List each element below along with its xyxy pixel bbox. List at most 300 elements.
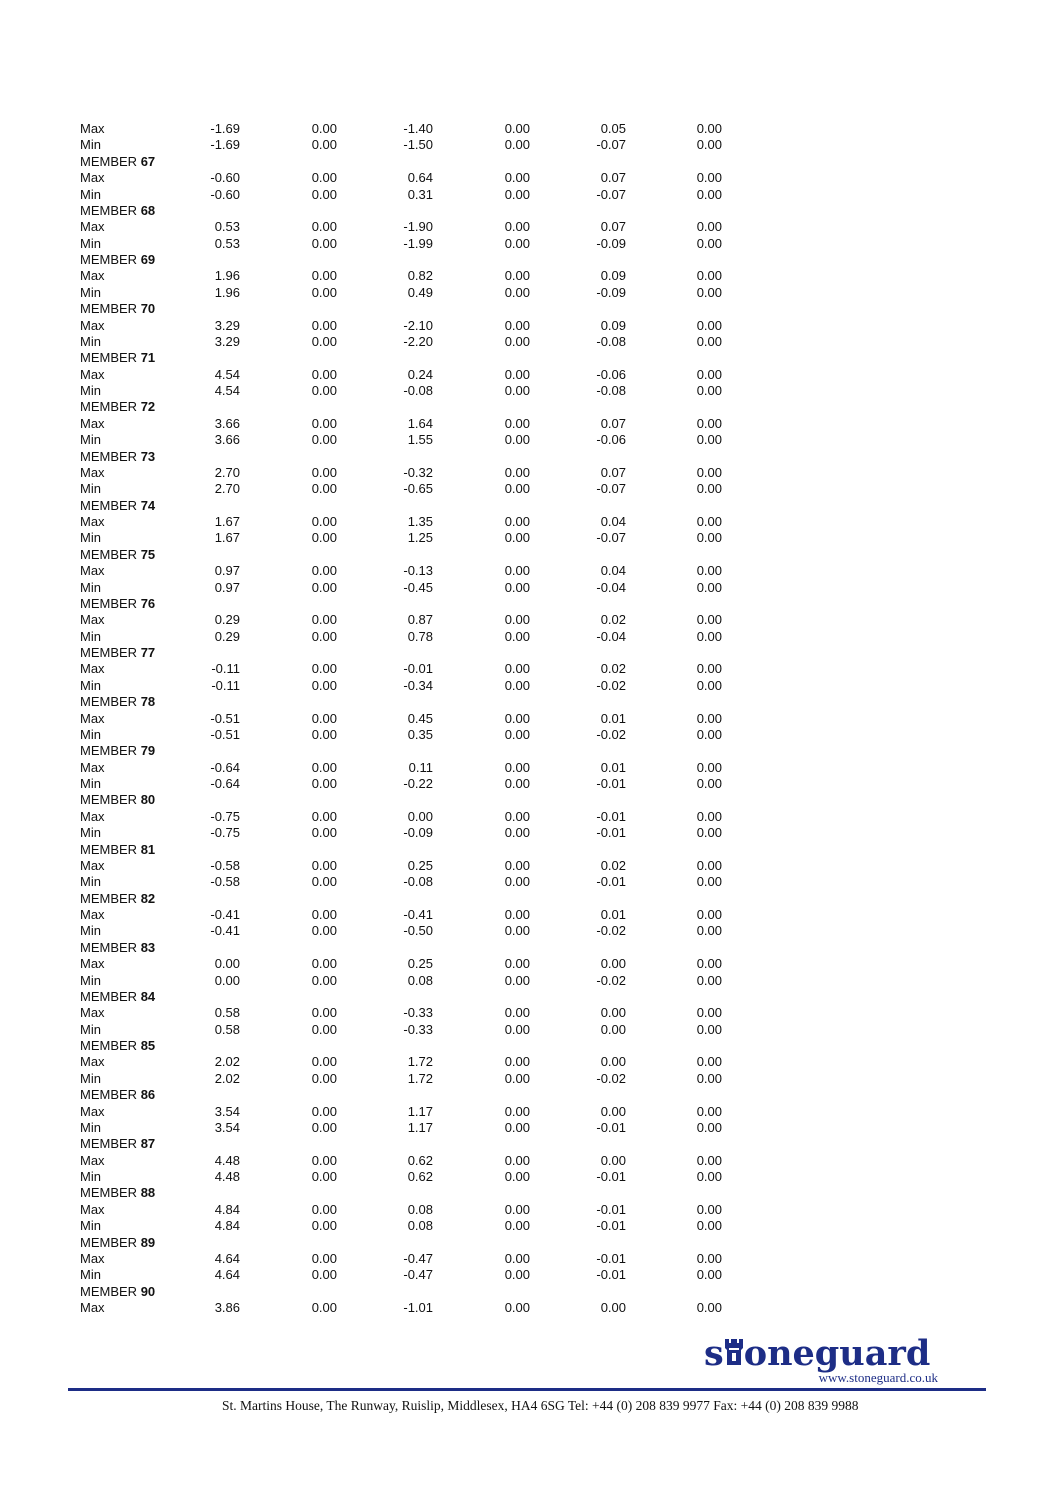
table-cell: -0.01 <box>596 874 626 890</box>
row-label: Min <box>80 1169 101 1184</box>
table-cell: -0.04 <box>596 628 626 644</box>
row-label: Max <box>80 1005 105 1021</box>
table-cell: 0.00 <box>696 235 722 251</box>
table-cell: 1.96 <box>214 284 240 300</box>
table-cell: 0.00 <box>504 415 530 431</box>
table-cell: 0.35 <box>407 726 433 742</box>
table-cell: -0.47 <box>403 1267 433 1283</box>
table-cell: -0.01 <box>403 661 433 677</box>
table-cell: 0.00 <box>311 628 337 644</box>
row-label: Min <box>80 923 101 939</box>
row-label: Min <box>80 1119 101 1135</box>
row-label: Min <box>80 333 101 349</box>
table-cell: 0.00 <box>311 1119 337 1135</box>
table-cell: 4.54 <box>214 383 240 398</box>
table-cell: 0.00 <box>600 1152 626 1168</box>
table-cell: 2.02 <box>214 1070 240 1086</box>
stoneguard-logo <box>700 1333 950 1388</box>
table-cell: 3.54 <box>214 1103 240 1119</box>
row-label: Min <box>80 628 101 644</box>
table-cell: 1.67 <box>214 514 240 529</box>
table-cell: 0.29 <box>214 612 240 628</box>
table-cell: 0.00 <box>311 1152 337 1168</box>
member-number: 88 <box>140 1185 156 1201</box>
table-cell: 0.78 <box>407 628 433 644</box>
member-label <box>80 1136 155 1152</box>
table-cell: 0.00 <box>311 677 337 693</box>
table-cell: 0.00 <box>696 481 722 497</box>
table-cell: 0.25 <box>407 857 433 873</box>
member-number: 78 <box>140 694 156 710</box>
member-number: 81 <box>140 841 156 857</box>
table-cell: 0.00 <box>696 956 722 972</box>
member-number: 77 <box>140 645 156 660</box>
table-cell: 0.00 <box>311 1267 337 1283</box>
table-cell: 0.58 <box>214 1021 240 1037</box>
table-cell: 4.84 <box>214 1201 240 1217</box>
member-label <box>80 645 155 661</box>
table-cell: 0.00 <box>504 1169 530 1184</box>
table-cell: 0.00 <box>311 464 337 480</box>
row-label: Max <box>80 1103 105 1119</box>
table-cell: 0.00 <box>696 1054 722 1070</box>
table-cell: 0.31 <box>407 186 433 202</box>
table-cell: -0.01 <box>596 825 626 841</box>
table-cell: -0.02 <box>596 1070 626 1086</box>
table-cell: 4.64 <box>214 1250 240 1266</box>
table-cell: 0.00 <box>311 776 337 791</box>
table-cell: 0.00 <box>504 612 530 628</box>
member-number: 85 <box>140 1038 156 1053</box>
table-cell: 4.64 <box>214 1267 240 1283</box>
table-cell: 0.00 <box>311 907 337 922</box>
table-cell: -0.32 <box>403 464 433 480</box>
table-cell: 0.00 <box>600 1103 626 1119</box>
table-cell: 0.01 <box>600 759 626 775</box>
company-address: St. Martins House, The Runway, Ruislip, Middlesex, HA4 6SG Tel: +44 (0) 208 839 9977 Fax: +44 (0) 208 839 9988 <box>222 1398 859 1413</box>
table-cell: 0.00 <box>311 170 337 186</box>
table-cell: -0.60 <box>210 186 240 202</box>
member-label <box>80 842 155 858</box>
table-cell: -0.01 <box>596 1267 626 1283</box>
member-label <box>80 989 155 1005</box>
table-cell: -0.33 <box>403 1005 433 1021</box>
table-cell: 0.00 <box>311 219 337 235</box>
table-cell: 0.00 <box>504 235 530 251</box>
table-cell: 0.58 <box>214 1005 240 1021</box>
table-cell: 0.00 <box>696 1005 722 1021</box>
table-cell: 0.00 <box>311 366 337 382</box>
member-label <box>80 498 155 514</box>
table-cell: 1.35 <box>407 514 433 529</box>
table-cell: 0.02 <box>600 612 626 628</box>
table-cell: 0.02 <box>600 661 626 677</box>
footer-divider <box>68 1388 986 1391</box>
table-cell: -0.51 <box>210 710 240 726</box>
table-cell: 0.49 <box>407 284 433 300</box>
table-cell: 0.00 <box>311 857 337 873</box>
table-cell: 0.00 <box>311 972 337 988</box>
table-cell: 0.00 <box>600 956 626 972</box>
table-cell: 2.70 <box>214 464 240 480</box>
member-number: 76 <box>140 595 156 611</box>
table-cell: 0.00 <box>311 612 337 628</box>
table-cell: 0.00 <box>311 1201 337 1217</box>
member-number: 74 <box>140 497 156 513</box>
table-cell: 0.87 <box>407 612 433 628</box>
table-cell: -0.01 <box>596 1250 626 1266</box>
table-cell: -0.01 <box>596 808 626 824</box>
member-label <box>80 350 155 366</box>
table-cell: 0.00 <box>696 808 722 824</box>
member-label <box>80 940 155 956</box>
castle-tower-icon <box>724 1339 744 1365</box>
row-label: Min <box>80 874 101 890</box>
table-cell: 0.08 <box>407 972 433 988</box>
table-cell: 0.00 <box>504 956 530 972</box>
table-cell: -0.50 <box>403 923 433 939</box>
row-label: Max <box>80 759 105 775</box>
table-cell: 0.00 <box>311 579 337 595</box>
table-cell: 0.00 <box>214 972 240 988</box>
table-cell: 0.00 <box>504 726 530 742</box>
table-cell: 0.00 <box>214 956 240 972</box>
row-label: Max <box>80 710 105 726</box>
member-number: 68 <box>140 202 156 218</box>
table-cell: -0.22 <box>403 776 433 791</box>
member-number: 80 <box>140 792 156 808</box>
table-cell: 0.00 <box>504 874 530 890</box>
table-cell: 0.00 <box>311 186 337 202</box>
table-cell: 0.07 <box>600 219 626 235</box>
table-cell: 0.00 <box>504 186 530 202</box>
row-label: Max <box>80 907 105 922</box>
table-cell: 0.00 <box>504 481 530 497</box>
table-cell: 3.29 <box>214 317 240 333</box>
table-cell: -0.02 <box>596 726 626 742</box>
table-cell: 0.00 <box>311 1300 337 1315</box>
table-cell: 0.00 <box>696 628 722 644</box>
member-label <box>80 252 155 268</box>
table-cell: 0.00 <box>696 366 722 382</box>
table-cell: -0.02 <box>596 972 626 988</box>
website-url[interactable]: www.stoneguard.co.uk <box>818 1370 938 1385</box>
table-cell: 0.25 <box>407 956 433 972</box>
row-label: Max <box>80 857 105 873</box>
table-cell: 0.00 <box>311 1021 337 1037</box>
table-cell: 1.17 <box>407 1103 433 1119</box>
table-cell: 0.00 <box>311 661 337 677</box>
table-cell: 0.00 <box>696 1070 722 1086</box>
table-cell: -0.09 <box>596 284 626 300</box>
table-cell: 0.00 <box>311 710 337 726</box>
row-label: Max <box>80 366 105 382</box>
table-cell: 0.00 <box>504 563 530 579</box>
table-cell: 0.00 <box>311 530 337 546</box>
table-cell: 0.00 <box>504 333 530 349</box>
table-cell: 0.53 <box>214 235 240 251</box>
member-prefix: MEMBER <box>80 448 138 464</box>
table-cell: 0.00 <box>696 972 722 988</box>
row-label: Max <box>80 464 105 480</box>
table-cell: 0.09 <box>600 268 626 284</box>
table-cell: 0.00 <box>504 1201 530 1217</box>
table-cell: 0.00 <box>504 661 530 677</box>
table-cell: 3.86 <box>214 1300 240 1315</box>
member-prefix: MEMBER <box>80 1234 138 1250</box>
member-label <box>80 743 155 759</box>
table-cell: 0.00 <box>696 186 722 202</box>
member-prefix: MEMBER <box>80 252 138 267</box>
table-cell: 0.00 <box>696 776 722 791</box>
table-cell: 0.29 <box>214 628 240 644</box>
table-cell: -1.01 <box>403 1300 433 1315</box>
row-label: Min <box>80 383 101 398</box>
table-cell: 0.00 <box>311 1250 337 1266</box>
table-cell: -0.60 <box>210 170 240 186</box>
row-label: Max <box>80 1250 105 1266</box>
table-cell: 0.00 <box>504 1267 530 1283</box>
member-number: 82 <box>140 890 156 906</box>
member-number: 84 <box>140 988 156 1004</box>
table-cell: 0.00 <box>311 874 337 890</box>
table-cell: 0.00 <box>504 1300 530 1315</box>
table-cell: -1.90 <box>403 219 433 235</box>
table-cell: -0.64 <box>210 759 240 775</box>
table-cell: 0.00 <box>407 808 433 824</box>
row-label: Min <box>80 1218 101 1234</box>
table-cell: 1.96 <box>214 268 240 284</box>
row-label: Max <box>80 563 105 579</box>
member-label <box>80 547 155 563</box>
table-cell: 0.00 <box>504 284 530 300</box>
table-cell: 0.00 <box>311 1169 337 1184</box>
member-prefix: MEMBER <box>80 645 138 660</box>
table-cell: -0.08 <box>403 383 433 398</box>
table-cell: 0.00 <box>311 481 337 497</box>
member-prefix: MEMBER <box>80 890 138 906</box>
table-cell: 0.00 <box>504 514 530 529</box>
table-cell: 0.00 <box>311 956 337 972</box>
logo-wordmark <box>704 1333 930 1374</box>
row-label: Max <box>80 956 105 972</box>
row-label: Max <box>80 1300 105 1315</box>
table-cell: 0.01 <box>600 710 626 726</box>
logo-text-end: oneguard <box>743 1333 931 1374</box>
table-cell: 0.00 <box>504 121 530 136</box>
table-cell: 0.45 <box>407 710 433 726</box>
table-cell: 0.00 <box>696 514 722 529</box>
table-cell: -0.09 <box>403 825 433 841</box>
member-prefix: MEMBER <box>80 1038 138 1053</box>
member-label <box>80 449 155 465</box>
row-label: Min <box>80 432 101 448</box>
row-label: Min <box>80 726 101 742</box>
table-cell: -0.08 <box>596 333 626 349</box>
table-cell: 0.00 <box>311 121 337 136</box>
table-cell: -0.58 <box>210 857 240 873</box>
member-prefix: MEMBER <box>80 1136 138 1152</box>
table-cell: -0.58 <box>210 874 240 890</box>
row-label: Max <box>80 317 105 333</box>
member-prefix: MEMBER <box>80 202 138 218</box>
member-label <box>80 596 155 612</box>
table-cell: 0.00 <box>311 808 337 824</box>
table-cell: 0.00 <box>311 1218 337 1234</box>
table-cell: 0.00 <box>504 383 530 398</box>
table-cell: -0.06 <box>596 366 626 382</box>
table-cell: 0.00 <box>311 825 337 841</box>
table-cell: 0.00 <box>311 383 337 398</box>
table-cell: 0.97 <box>214 563 240 579</box>
table-cell: 0.00 <box>504 776 530 791</box>
table-cell: 0.00 <box>696 563 722 579</box>
member-prefix: MEMBER <box>80 743 138 759</box>
table-cell: 0.00 <box>311 563 337 579</box>
table-cell: 0.00 <box>696 677 722 693</box>
member-prefix: MEMBER <box>80 841 138 857</box>
member-prefix: MEMBER <box>80 350 138 366</box>
table-cell: 0.00 <box>504 1103 530 1119</box>
row-label: Max <box>80 1054 105 1070</box>
table-cell: 0.00 <box>696 579 722 595</box>
table-cell: 0.08 <box>407 1201 433 1217</box>
member-label <box>80 1038 155 1054</box>
member-prefix: MEMBER <box>80 1185 138 1201</box>
logo-text-start: s <box>704 1333 724 1374</box>
table-cell: 0.00 <box>504 464 530 480</box>
table-cell: -1.40 <box>403 121 433 136</box>
member-number: 70 <box>140 301 156 317</box>
table-cell: 0.00 <box>311 317 337 333</box>
row-label: Min <box>80 530 101 546</box>
table-cell: 0.00 <box>311 268 337 284</box>
table-cell: 0.00 <box>504 268 530 284</box>
row-label: Max <box>80 170 105 186</box>
table-cell: 0.00 <box>696 874 722 890</box>
table-cell: 0.00 <box>504 710 530 726</box>
table-cell: 0.04 <box>600 514 626 529</box>
row-label: Max <box>80 415 105 431</box>
table-cell: -0.45 <box>403 579 433 595</box>
member-prefix: MEMBER <box>80 497 138 513</box>
member-prefix: MEMBER <box>80 153 138 169</box>
table-cell: 2.02 <box>214 1054 240 1070</box>
table-cell: 0.00 <box>696 137 722 153</box>
table-cell: -1.69 <box>210 137 240 153</box>
row-label: Max <box>80 219 105 235</box>
table-cell: 0.00 <box>504 628 530 644</box>
member-label <box>80 203 155 219</box>
table-cell: 0.00 <box>696 825 722 841</box>
table-cell: 0.82 <box>407 268 433 284</box>
table-cell: 0.00 <box>504 1021 530 1037</box>
table-cell: -1.50 <box>403 137 433 153</box>
table-cell: 0.00 <box>311 1054 337 1070</box>
table-cell: 0.00 <box>600 1300 626 1315</box>
member-label <box>80 301 155 317</box>
member-prefix: MEMBER <box>80 546 138 562</box>
table-cell: 0.00 <box>696 1103 722 1119</box>
row-label: Min <box>80 1021 101 1037</box>
table-cell: 0.02 <box>600 857 626 873</box>
table-cell: -0.01 <box>596 1218 626 1234</box>
table-cell: 4.48 <box>214 1152 240 1168</box>
table-cell: 1.67 <box>214 530 240 546</box>
member-number: 69 <box>140 252 156 267</box>
table-cell: 0.00 <box>600 1021 626 1037</box>
table-cell: 0.00 <box>311 726 337 742</box>
table-cell: 0.64 <box>407 170 433 186</box>
member-prefix: MEMBER <box>80 792 138 808</box>
member-number: 79 <box>140 743 156 759</box>
table-cell: 0.00 <box>696 1021 722 1037</box>
table-cell: 0.00 <box>696 710 722 726</box>
table-cell: 0.97 <box>214 579 240 595</box>
table-cell: 0.00 <box>311 235 337 251</box>
table-cell: 0.00 <box>696 219 722 235</box>
table-cell: -0.75 <box>210 825 240 841</box>
table-cell: 0.09 <box>600 317 626 333</box>
table-cell: -1.69 <box>210 121 240 136</box>
table-cell: -0.07 <box>596 137 626 153</box>
member-prefix: MEMBER <box>80 939 138 955</box>
table-cell: 0.00 <box>504 1218 530 1234</box>
table-cell: 1.55 <box>407 432 433 448</box>
table-cell: -0.65 <box>403 481 433 497</box>
table-cell: -0.02 <box>596 923 626 939</box>
member-prefix: MEMBER <box>80 694 138 710</box>
member-number: 67 <box>140 153 156 169</box>
table-cell: -0.07 <box>596 186 626 202</box>
table-cell: 0.00 <box>504 579 530 595</box>
table-cell: -0.01 <box>596 1169 626 1184</box>
table-cell: -0.13 <box>403 563 433 579</box>
table-cell: 0.00 <box>696 284 722 300</box>
table-cell: -0.11 <box>211 677 240 693</box>
row-label: Min <box>80 776 101 791</box>
table-cell: 0.00 <box>504 1250 530 1266</box>
member-prefix: MEMBER <box>80 988 138 1004</box>
member-number: 87 <box>140 1136 156 1152</box>
table-cell: 4.54 <box>214 366 240 382</box>
table-cell: -0.07 <box>596 530 626 546</box>
table-cell: 0.00 <box>504 1152 530 1168</box>
member-prefix: MEMBER <box>80 301 138 317</box>
table-cell: 0.00 <box>504 759 530 775</box>
table-cell: 0.00 <box>504 317 530 333</box>
table-cell: -0.04 <box>596 579 626 595</box>
table-cell: 0.00 <box>696 268 722 284</box>
table-cell: 0.04 <box>600 563 626 579</box>
table-cell: 0.00 <box>504 366 530 382</box>
table-cell: 1.72 <box>407 1070 433 1086</box>
member-label <box>80 694 155 710</box>
table-cell: -0.34 <box>403 677 433 693</box>
row-label: Min <box>80 825 101 841</box>
member-number: 73 <box>140 448 156 464</box>
member-number: 75 <box>140 546 156 562</box>
table-cell: 4.48 <box>214 1169 240 1184</box>
table-cell: 0.00 <box>504 972 530 988</box>
table-cell: 0.00 <box>696 1267 722 1283</box>
member-prefix: MEMBER <box>80 399 138 415</box>
table-cell: 0.00 <box>504 1054 530 1070</box>
table-cell: 1.72 <box>407 1054 433 1070</box>
table-cell: 0.00 <box>311 923 337 939</box>
table-cell: 0.00 <box>696 661 722 677</box>
table-cell: 0.00 <box>600 1054 626 1070</box>
